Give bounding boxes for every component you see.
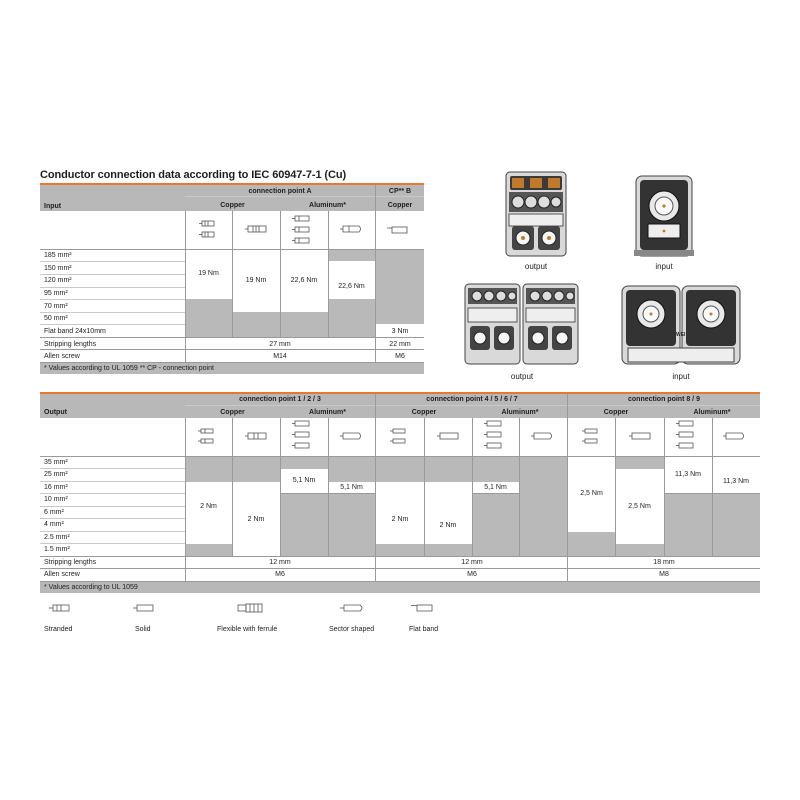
grid-line — [40, 531, 185, 532]
torque-value: 2,5 Nm — [628, 503, 651, 510]
grid-line — [40, 518, 185, 519]
grid-line — [40, 287, 185, 288]
gray-cell — [232, 457, 280, 482]
grid-line — [664, 418, 665, 556]
solid-icon — [132, 602, 158, 614]
row-label: 6 mm² — [44, 509, 64, 516]
grid-line — [40, 506, 185, 507]
aluminum-label: Aluminum* — [693, 409, 731, 416]
output-caption: output — [524, 262, 548, 271]
copper-label: Copper — [411, 409, 437, 416]
row-label: 70 mm² — [44, 303, 68, 310]
grid-line — [40, 349, 424, 350]
aluminum-conductors-icon — [291, 214, 315, 248]
group1-label: connection point 1 / 2 / 3 — [239, 396, 321, 403]
stranded-icon — [198, 218, 220, 242]
stripping-value: 27 mm — [269, 341, 291, 348]
torque-value: 5,1 Nm — [340, 484, 363, 491]
grid-line — [567, 394, 568, 581]
group2-label: connection point 4 / 5 / 6 / 7 — [426, 396, 518, 403]
sector-icon — [722, 431, 748, 441]
row-label: 185 mm² — [44, 252, 72, 259]
torque-value: 2 Nm — [391, 516, 409, 523]
gray-cell — [568, 532, 615, 557]
grid-line — [185, 418, 186, 581]
row-label: 1.5 mm² — [44, 546, 70, 553]
copper-label: Copper — [603, 409, 629, 416]
ferrule-icon — [235, 602, 265, 614]
legend-label: Solid — [135, 626, 151, 633]
grid-line — [328, 418, 329, 556]
output-terminal-pair-image — [463, 280, 581, 370]
screw-value: M6 — [467, 571, 477, 578]
grid-line — [40, 337, 424, 338]
row-label: 4 mm² — [44, 521, 64, 528]
flat-band-icon — [386, 225, 412, 235]
gray-cell — [328, 457, 375, 482]
group-a-label: connection point A — [248, 188, 312, 195]
group-b-label: CP** B — [388, 188, 412, 195]
row-label: Allen screw — [44, 353, 80, 360]
row-label: 2.5 mm² — [44, 534, 70, 541]
grid-line — [280, 418, 281, 556]
row-label: 16 mm² — [44, 484, 68, 491]
legend-label: Sector shaped — [329, 626, 375, 633]
torque-value: 5,1 Nm — [484, 484, 507, 491]
output-terminal-image — [500, 168, 572, 260]
output-label: Output — [44, 409, 67, 416]
page-title: Conductor connection data according to IEC 60947-7-1 (Cu) — [40, 169, 347, 181]
row-label: Flat band 24x10mm — [44, 328, 106, 335]
row-label: 25 mm² — [44, 471, 68, 478]
solid-icon — [436, 431, 462, 441]
grid-line — [40, 481, 185, 482]
legend-label: Flexible with ferrule — [217, 626, 278, 633]
grid-line — [424, 418, 425, 556]
legend-label: Flat band — [409, 626, 439, 633]
brand-mark: WEI — [676, 332, 686, 338]
aluminum-label: Aluminum* — [501, 409, 539, 416]
aluminum-conductors-icon — [483, 418, 507, 454]
stranded-icon — [197, 426, 219, 448]
footnote: * Values according to UL 1059 — [44, 584, 138, 591]
screw-value: M6 — [395, 353, 405, 360]
row-label: 10 mm² — [44, 496, 68, 503]
aluminum-conductors-icon — [675, 418, 699, 454]
grid-line — [375, 394, 376, 581]
aluminum-conductors-icon — [291, 418, 315, 454]
torque-value: 11,3 Nm — [723, 478, 749, 485]
input-caption: input — [672, 372, 690, 381]
torque-value: 2 Nm — [247, 516, 265, 523]
grid-line — [40, 299, 185, 300]
footnote: * Values according to UL 1059 ** CP - connection point — [44, 365, 214, 372]
torque-value: 19 Nm — [245, 277, 267, 284]
gray-cell — [232, 312, 375, 337]
gray-cell — [376, 457, 519, 482]
stranded-icon — [581, 426, 603, 448]
torque-value: 2,5 Nm — [580, 490, 603, 497]
stripping-value: 18 mm — [653, 559, 675, 566]
gray-cell — [280, 457, 328, 469]
solid-icon — [628, 431, 654, 441]
sector-icon — [339, 602, 367, 614]
gray-cell — [519, 457, 568, 557]
torque-value: 22,6 Nm — [338, 283, 365, 290]
row-label: 150 mm² — [44, 265, 72, 272]
torque-value: 5,1 Nm — [292, 477, 316, 484]
sector-icon — [339, 224, 365, 234]
gray-cell — [328, 249, 375, 261]
torque-value: 2 Nm — [439, 522, 457, 529]
gray-cell — [328, 299, 375, 312]
grid-line — [472, 418, 473, 556]
grid-line — [280, 211, 281, 337]
flat-band-icon — [410, 602, 436, 614]
row-label: Allen screw — [44, 571, 80, 578]
sector-icon — [339, 431, 365, 441]
stripping-value: 12 mm — [269, 559, 291, 566]
copper-label: Copper — [220, 409, 245, 416]
header-divider — [185, 405, 760, 406]
stranded-icon — [48, 602, 74, 614]
grid-line — [40, 543, 185, 544]
grid-line — [375, 185, 376, 362]
grid-line — [232, 418, 233, 556]
sector-icon — [530, 431, 556, 441]
aluminum-label: Aluminum* — [309, 202, 346, 209]
input-label: Input — [44, 203, 62, 210]
row-label: 95 mm² — [44, 290, 68, 297]
torque-value: 2 Nm — [200, 503, 217, 510]
footnote-band — [40, 582, 760, 593]
grid-line — [185, 211, 186, 362]
torque-value: 22,6 Nm — [290, 277, 318, 284]
grid-line — [712, 418, 713, 556]
input-terminal-image — [628, 172, 700, 262]
stranded-icon — [389, 426, 411, 448]
row-label: Stripping lengths — [44, 341, 97, 348]
grid-line — [40, 274, 185, 275]
screw-value: M6 — [275, 571, 285, 578]
grid-line — [232, 211, 233, 337]
gray-cell — [472, 494, 519, 557]
copper-label: Copper — [220, 202, 245, 209]
grid-line — [615, 418, 616, 556]
stripping-value: 12 mm — [461, 559, 483, 566]
legend-label: Stranded — [44, 626, 73, 633]
group3-label: connection point 8 / 9 — [628, 396, 700, 403]
grid-line — [40, 556, 760, 557]
grid-line — [40, 312, 185, 313]
solid-icon — [244, 224, 270, 234]
grid-line — [40, 456, 760, 457]
gray-cell — [185, 457, 232, 482]
gray-cell — [376, 249, 424, 324]
output-caption: output — [510, 372, 534, 381]
row-label: Stripping lengths — [44, 559, 97, 566]
gray-cell — [615, 457, 664, 469]
input-caption: input — [655, 262, 673, 271]
screw-value: M14 — [273, 353, 287, 360]
header-divider — [185, 196, 424, 197]
input-terminal-pair-image — [620, 282, 742, 370]
grid-line — [40, 468, 185, 469]
grid-line — [40, 261, 185, 262]
aluminum-label: Aluminum* — [309, 409, 346, 416]
row-label: 50 mm² — [44, 315, 68, 322]
solid-icon — [244, 431, 270, 441]
grid-line — [40, 493, 185, 494]
row-label: 120 mm² — [44, 277, 72, 284]
torque-value: 3 Nm — [391, 328, 409, 335]
stripping-value: 22 mm — [389, 341, 411, 348]
grid-line — [328, 211, 329, 337]
gray-cell — [185, 299, 232, 337]
grid-line — [472, 493, 519, 494]
torque-value: 11,3 Nm — [675, 471, 701, 478]
grid-line — [40, 568, 760, 569]
row-label: 35 mm² — [44, 459, 68, 466]
grid-line — [40, 324, 185, 325]
grid-line — [519, 418, 520, 556]
screw-value: M8 — [659, 571, 669, 578]
torque-value: 19 Nm — [198, 270, 219, 277]
copper-b-label: Copper — [387, 202, 413, 209]
